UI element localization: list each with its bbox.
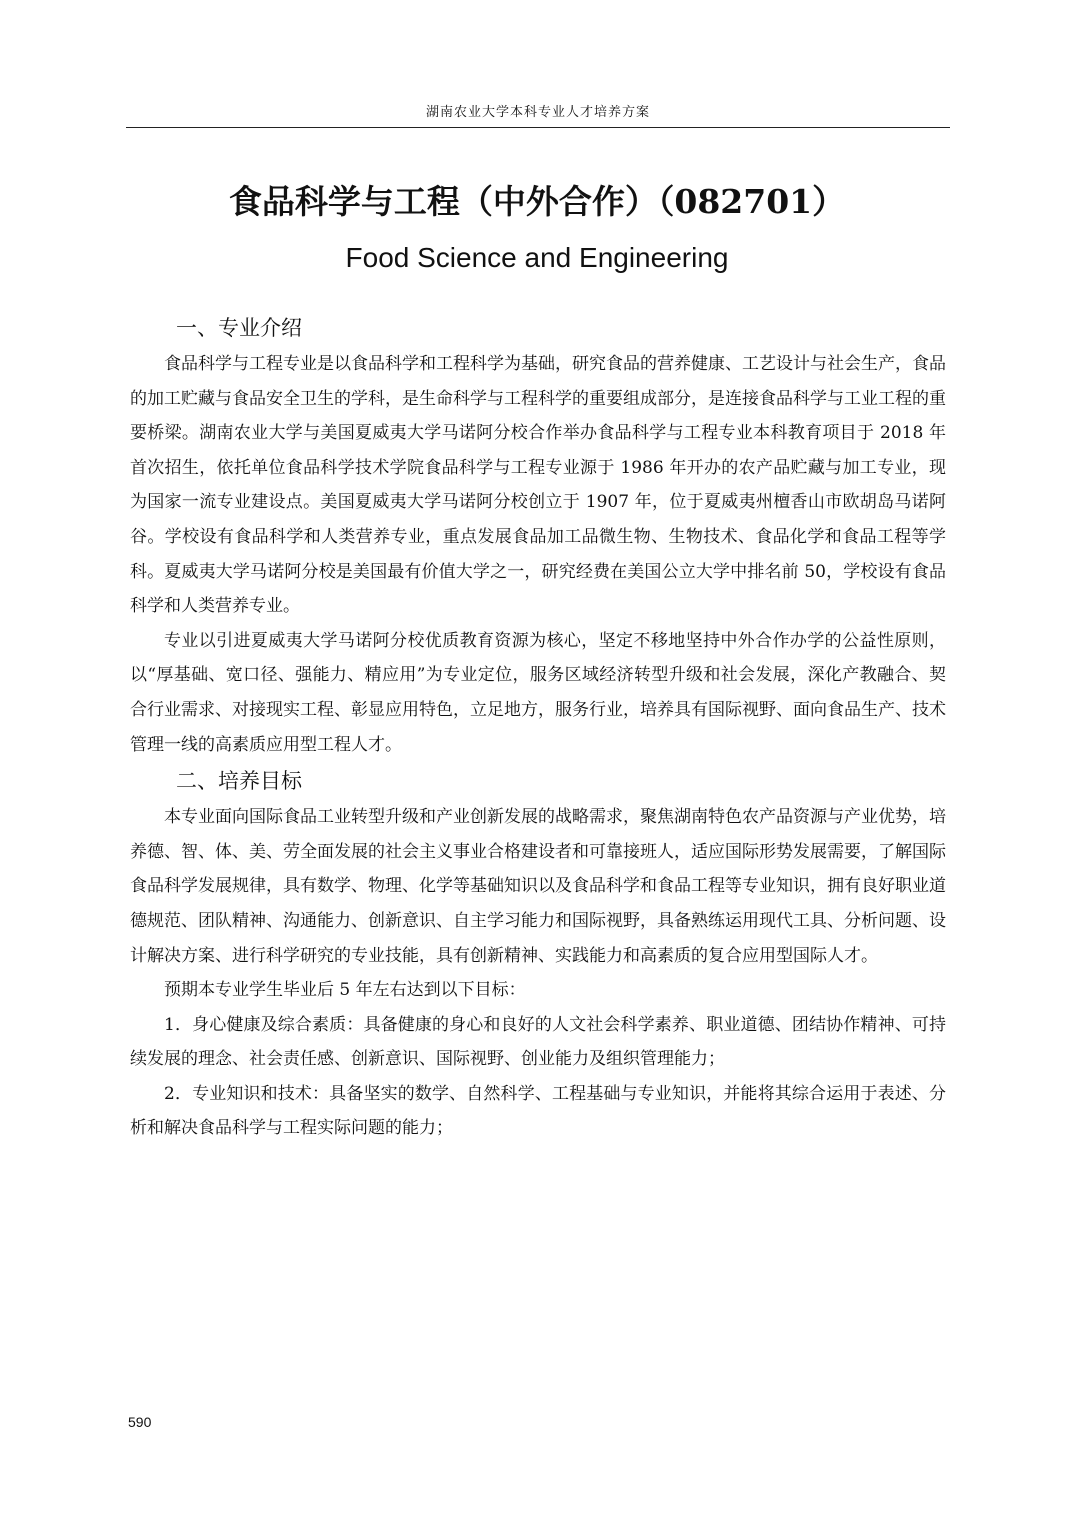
paragraph: 预期本专业学生毕业后 5 年左右达到以下目标： xyxy=(164,980,526,1001)
section-heading-objectives: 二、培养目标 xyxy=(176,769,302,794)
list-item: 2．专业知识和技术：具备坚实的数学、自然科学、工程基础与专业知识，并能将其综合运用于表述、分析和解决食品科学与工程实际问题的能力； xyxy=(130,1083,946,1139)
running-header-title: 湖南农业大学本科专业人才培养方案 xyxy=(425,105,650,120)
document-title-zh: 食品科学与工程（中外合作）（082701） xyxy=(228,182,846,221)
document-body xyxy=(130,309,946,1146)
running-header xyxy=(126,103,950,128)
list-item: 1．身心健康及综合素质：具备健康的身心和良好的人文社会科学素养、职业道德、团结协作精神、可持续发展的理念、社会责任感、创新意识、国际视野、创业能力及组织管理能力； xyxy=(130,1014,946,1070)
paragraph: 食品科学与工程专业是以食品科学和工程科学为基础，研究食品的营养健康、工艺设计与社会生产，食品的加工贮藏与食品安全卫生的学科，是生命科学与工程科学的重要组成部分，是连接食品科学与工业工程的重要桥梁。湖南农业大学与美国夏威夷大学马诺阿分校合作举办食品科学与工程专业本科教育项目于 2018 年首次招生，依托单位食品科学技术学院食品科学与工程专业源于 1986 年开办的农产品贮藏与加工专业，现为国家一流专业建设点。美国夏威夷大学马诺阿分校创立于 1907 年，位于夏威夷州檀香山市欧胡岛马诺阿谷。学校设有食品科学和人类营养专业，重点发展食品加工品微生物、生物技术、食品化学和食品工程等学科。夏威夷大学马诺阿分校是美国最有价值大学之一，研究经费在美国公立大学中排名前 50，学校设有食品科学和人类营养专业。 xyxy=(130,354,946,617)
paragraph: 专业以引进夏威夷大学马诺阿分校优质教育资源为核心，坚定不移地坚持中外合作办学的公益性原则，以“厚基础、宽口径、强能力、精应用”为专业定位，服务区域经济转型升级和社会发展，深化产教融合、契合行业需求、对接现实工程、彰显应用特色，立足地方，服务行业，培养具有国际视野、面向食品生产、技术管理一线的高素质应用型工程人才。 xyxy=(130,630,946,755)
page-number: 590 xyxy=(128,1414,152,1430)
paragraph: 本专业面向国际食品工业转型升级和产业创新发展的战略需求，聚焦湖南特色农产品资源与产业优势，培养德、智、体、美、劳全面发展的社会主义事业合格建设者和可靠接班人，适应国际形势发展需要，了解国际食品科学发展规律，具有数学、物理、化学等基础知识以及食品科学和食品工程等专业知识，拥有良好职业道德规范、团队精神、沟通能力、创新意识、自主学习能力和国际视野，具备熟练运用现代工具、分析问题、设计解决方案、进行科学研究的专业技能，具有创新精神、实践能力和高素质的复合应用型国际人才。 xyxy=(130,807,946,966)
section-heading-intro: 一、专业介绍 xyxy=(176,316,302,340)
document-title-en: Food Science and Engineering xyxy=(345,242,729,273)
